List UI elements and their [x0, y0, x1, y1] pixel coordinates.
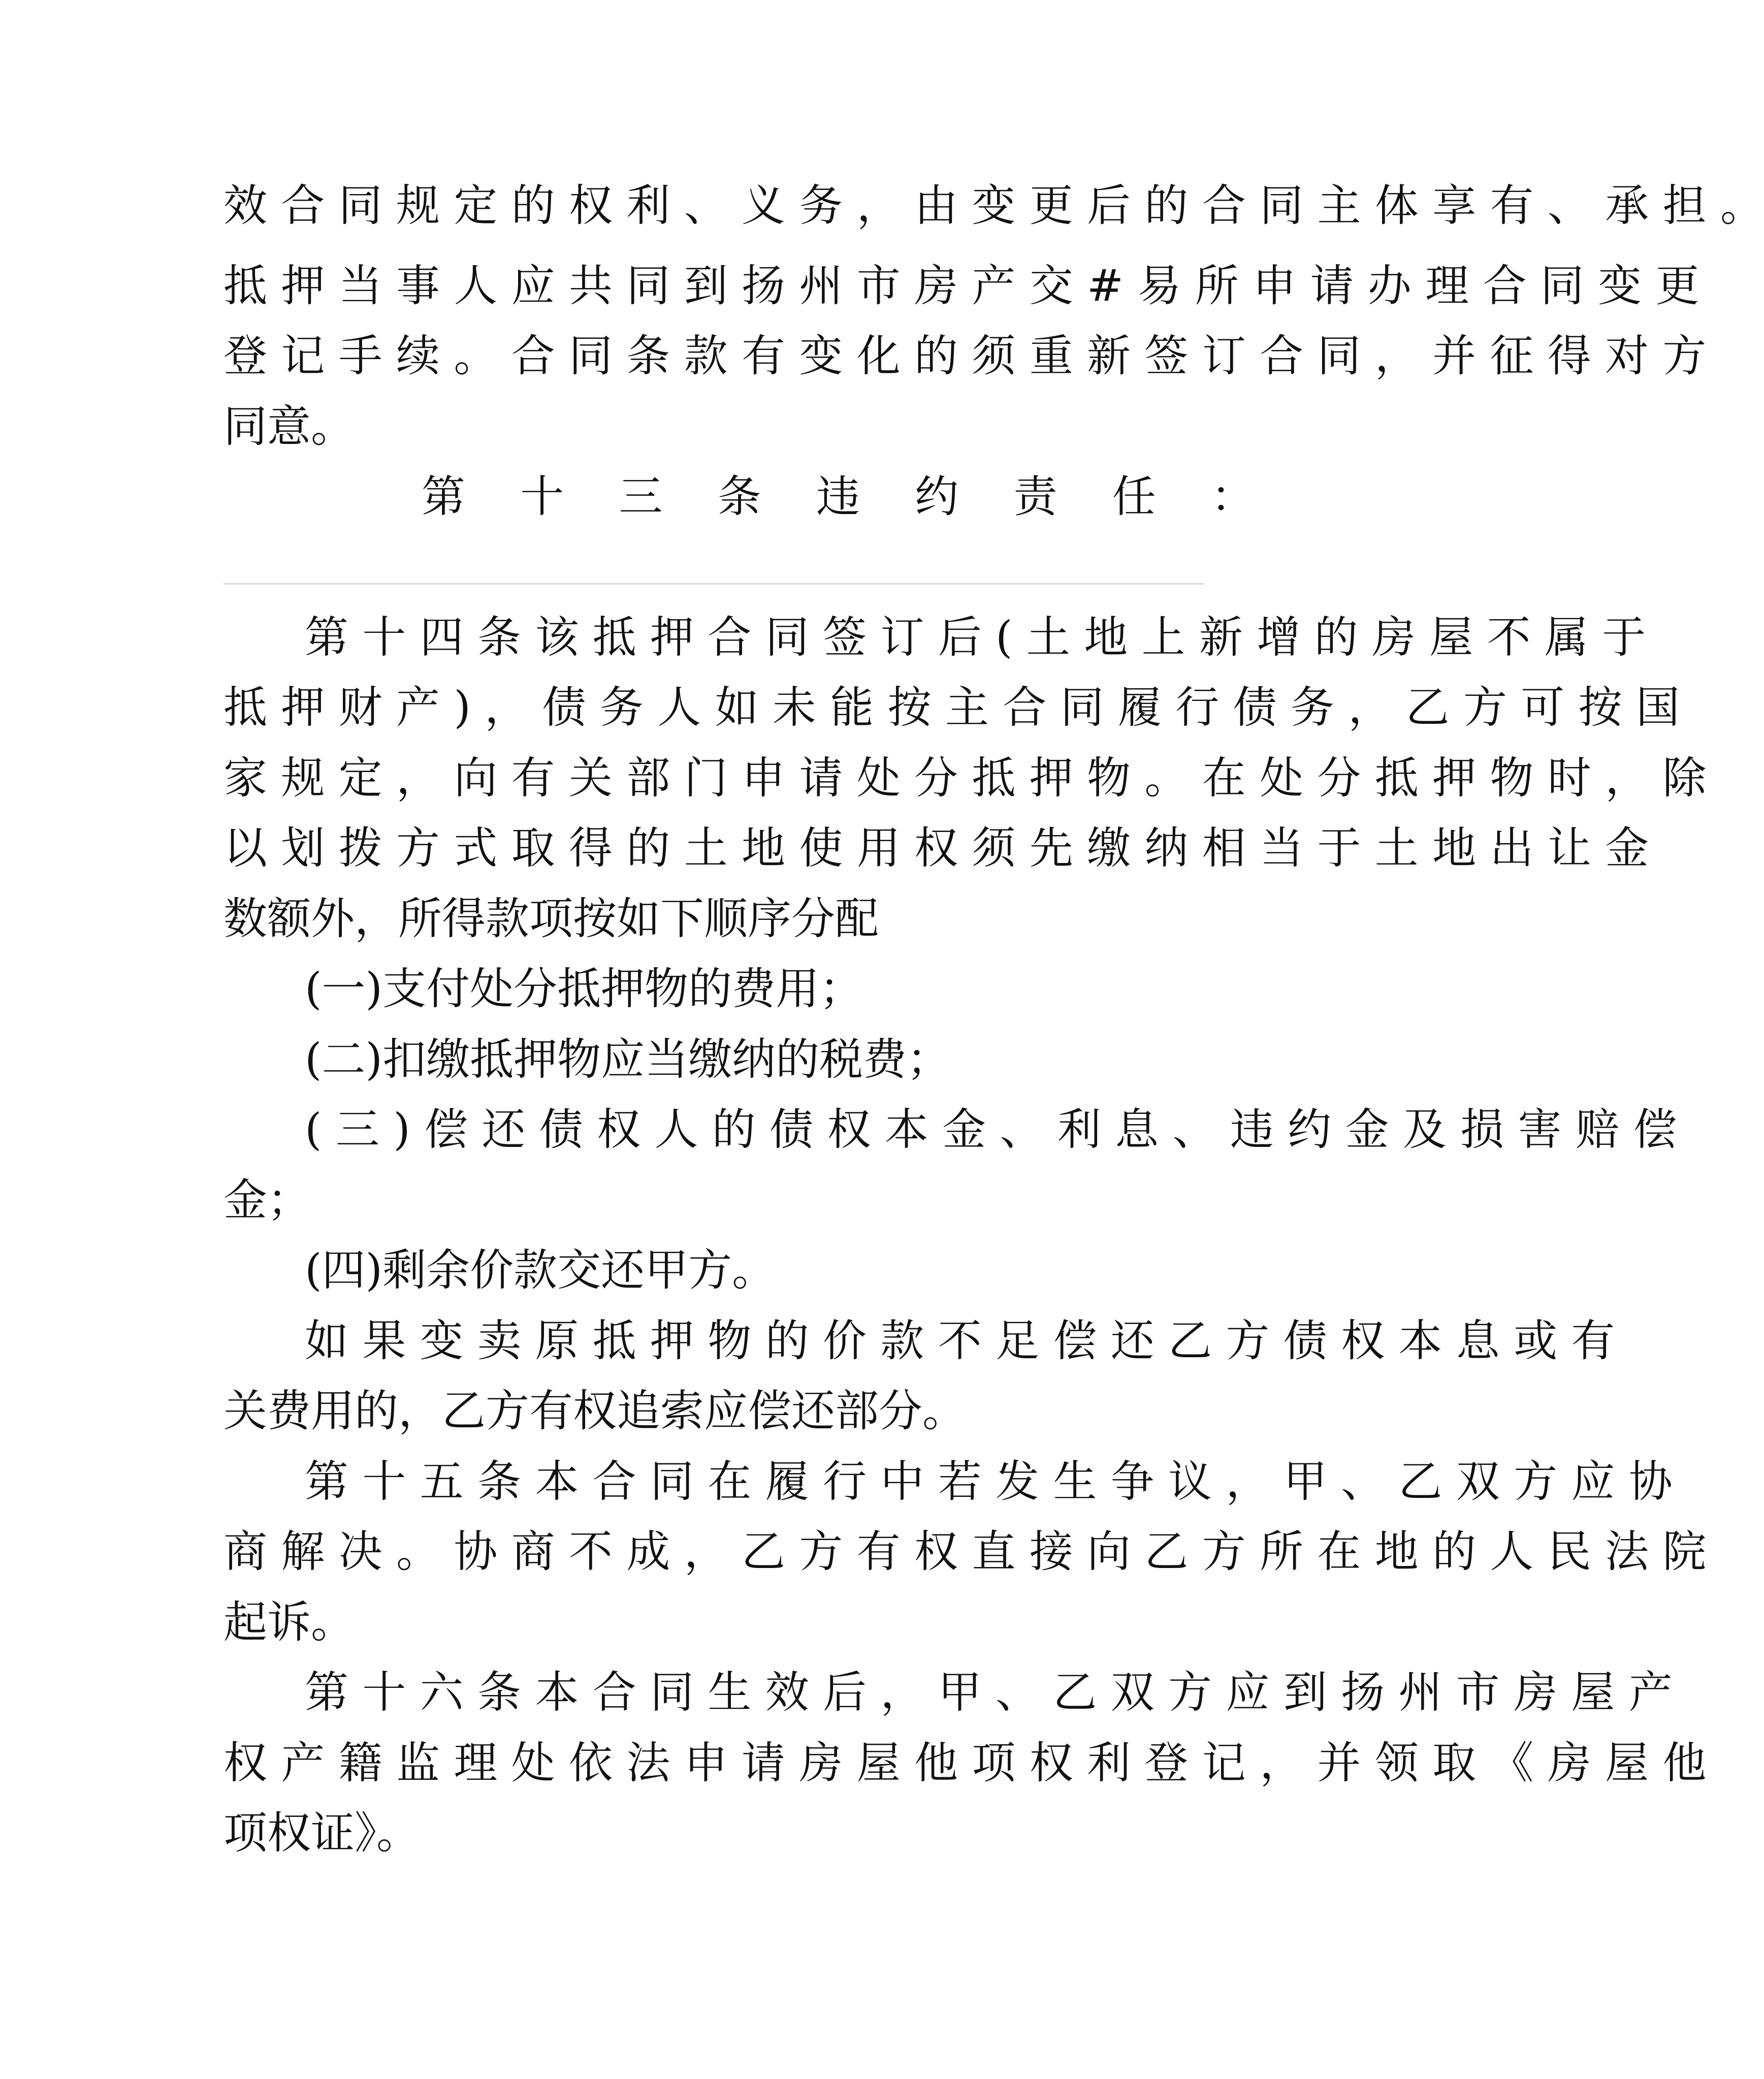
text-line: 如 果 变 卖 原 抵 押 物 的 价 款 不 足 偿 还 乙 方 债 权 本 息 或 有: [305, 1316, 1615, 1366]
text-line: 登 记 手 续 。 合 同 条 款 有 变 化 的 须 重 新 签 订 合 同 ， 并 征 得 对 方: [223, 331, 1707, 381]
text-line: 效 合 同 规 定 的 权 利 、 义 务 ， 由 变 更 后 的 合 同 主 体 享 有 、 承 担 。: [223, 180, 1764, 231]
text-line: 数额外，所得款项按如下顺序分配: [223, 893, 879, 944]
list-item: ( 三 ) 偿 还 债 权 人 的 债 权 本 金 、 利 息 、 违 约 金 及 损 害 赔 偿: [305, 1104, 1677, 1155]
text-line: 第 十 五 条 本 合 同 在 履 行 中 若 发 生 争 议 ， 甲 、 乙 双 方 应 协: [305, 1456, 1673, 1507]
text-line: 同意。: [223, 401, 355, 452]
text-line: 第 十 四 条 该 抵 押 合 同 签 订 后 ( 土 地 上 新 增 的 房 屋 不 属 于: [305, 612, 1646, 663]
text-line: 商 解 决 。 协 商 不 成 ， 乙 方 有 权 直 接 向 乙 方 所 在 地 的 人 民 法 院: [223, 1526, 1707, 1577]
text-line: 关费用的，乙方有权追索应偿还部分。: [223, 1386, 966, 1436]
text-line: 抵 押 财 产 ) ， 债 务 人 如 未 能 按 主 合 同 履 行 债 务 ， 乙 方 可 按 国: [223, 682, 1680, 733]
text-line: 家 规 定 ， 向 有 关 部 门 申 请 处 分 抵 押 物 。 在 处 分 抵 押 物 时 ， 除: [223, 753, 1707, 804]
text-line: 起诉。: [223, 1597, 355, 1648]
article-heading: 第 十 三 条 违 约 责 任 ：: [422, 471, 1255, 522]
text-line: 抵 押 当 事 人 应 共 同 到 扬 州 市 房 产 交 # 易 所 申 请 办 理 合 同 变 更: [223, 261, 1699, 311]
separator-rule: [223, 583, 1204, 585]
list-item: (二)扣缴抵押物应当缴纳的税费；: [305, 1034, 951, 1085]
list-item: (四)剩余价款交还甲方。: [305, 1245, 776, 1296]
text-line: 以 划 拨 方 式 取 得 的 土 地 使 用 权 须 先 缴 纳 相 当 于 土 地 出 让 金: [223, 823, 1649, 874]
text-line: 金；: [223, 1175, 311, 1226]
text-line: 第 十 六 条 本 合 同 生 效 后 ， 甲 、 乙 双 方 应 到 扬 州 市 房 屋 产: [305, 1667, 1673, 1718]
text-line: 项权证》。: [223, 1808, 420, 1859]
list-item: (一)支付处分抵押物的费用；: [305, 964, 863, 1014]
text-line: 权 产 籍 监 理 处 依 法 申 请 房 屋 他 项 权 利 登 记 ， 并 领 取 《 房 屋 他: [223, 1738, 1707, 1788]
